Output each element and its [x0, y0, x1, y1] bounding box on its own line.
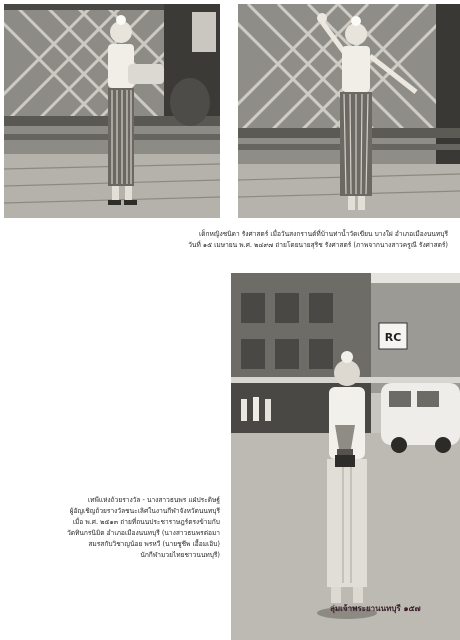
caption-bottom-line-2: ผู้อัญเชิญถ้วยรางวัลชนะเลิศในงานกีฬาจังหวัดนนทบุรี — [69, 507, 220, 515]
caption-top-line-2: วันที่ ๑๕ เมษายน พ.ศ. ๒๔๙๗ ถ่ายโดยนายสุริช รังศาสตร์ (ภาพจากนางสาวครูณี รังศาสตร์) — [188, 241, 448, 249]
caption-bottom-line-6: นักกีฬามวยไทยชาวนนทบุรี) — [140, 551, 220, 559]
photo-girl-holding-bowl — [4, 4, 220, 218]
caption-bottom-line-3: เมื่อ พ.ศ. ๒๕๑๓ ถ่ายที่ถนนประชาราษฎร์ตรงข้ามกับ — [72, 518, 220, 526]
caption-bottom-line-4: วัดทินกรนิมิต อำเภอเมืองนนทบุรี (นางสาวธนพรต่อมา — [67, 529, 220, 537]
caption-bottom-line-5: สมรสกับวิชาญน้อย พรหวี (นายชูชีพ เอื้อมเอิบ) — [88, 540, 220, 548]
caption-bottom-line-1: เทพีแห่งถ้วยรางวัล - นางสาวธนพร แฝ่ประดิษฐ์ — [87, 496, 220, 504]
photo-girl-waving — [238, 4, 460, 218]
page-footer: ลุ่มเจ้าพระยานนทบุรี ๑๕๗ — [330, 604, 421, 613]
photo-trophy-bearer-street — [231, 273, 460, 640]
caption-bottom-photo — [10, 495, 220, 561]
caption-top-line-1: เด็กหญิงชนิดา รังศาสตร์ เมื่อวันสงกรานต์ที่บ้านท่าน้ำวัดเขียน บางใผ่ อำเภอเมืองนนทบุรี — [198, 230, 448, 238]
store-sign-rc: RC — [384, 331, 402, 344]
caption-top-photos — [188, 229, 448, 251]
